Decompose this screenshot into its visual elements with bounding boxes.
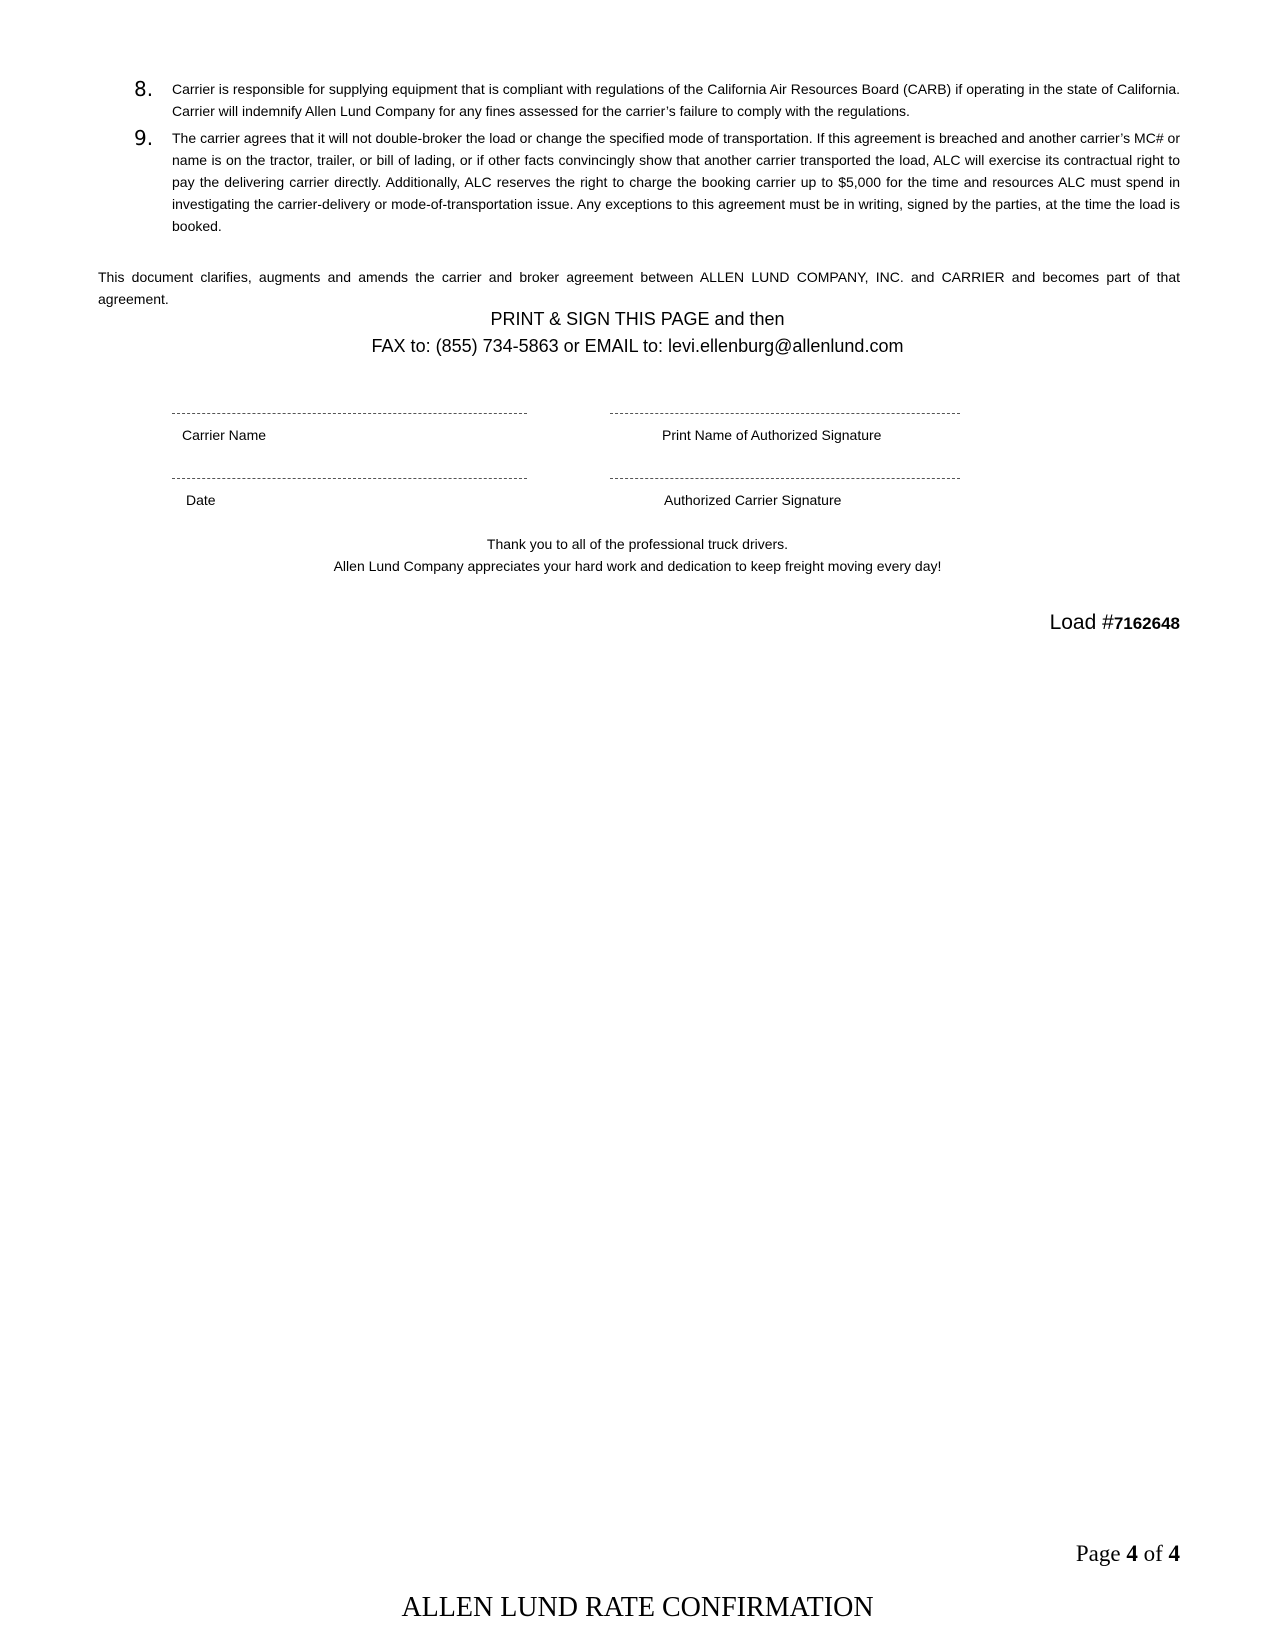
- load-label: Load #: [1049, 611, 1114, 634]
- load-number: [1050, 610, 1180, 637]
- page-number: [1076, 1540, 1180, 1568]
- intro-paragraph: This document clarifies, augments and amends the carrier and broker agreement between ALLEN LUND COMPANY, INC. and CARRIER and becomes part of that agreement.: [98, 269, 1180, 307]
- footer-title: ALLEN LUND RATE CONFIRMATION: [401, 1592, 874, 1623]
- clause-text: The carrier agrees that it will not double-broker the load or change the specified mode of transportation. If this agreement is breached and another carrier’s MC# or name is on the tractor, trailer, or bill of lading, or if other facts convincingly show that another carrier transported the load, ALC will exercise its contractual right to pay the delivering carrier directly. Additionally, ALC reserves the right to charge the booking carrier up to $5,000 for the time and resources ALC must spend in investigating the carrier-delivery or mode-of-transportation issue. Any exceptions to this agreement must be in writing, signed by the parties, at the time the load is booked.: [172, 130, 1180, 234]
- date-label: Date: [186, 492, 216, 508]
- clause-text: Carrier is responsible for supplying equipment that is compliant with regulations of the California Air Resources Board (CARB) if operating in the state of California. Carrier will indemnify Allen Lund Company for any fines assessed for the carrier’s failure to comply with the regulations.: [172, 81, 1180, 119]
- carrier-name-label: Carrier Name: [182, 427, 267, 443]
- clause-number: 9.: [134, 126, 154, 150]
- page-total: 4: [1168, 1541, 1180, 1566]
- thanks-line-1: Thank you to all of the professional truck drivers.: [486, 536, 789, 552]
- page-separator: of: [1137, 1541, 1169, 1566]
- instructions-line-2: FAX to: (855) 734-5863 or EMAIL to: levi.ellenburg@allenlund.com: [371, 336, 904, 356]
- authorized-signature-line: [610, 478, 960, 479]
- authorized-signature-label: Authorized Carrier Signature: [664, 492, 842, 508]
- clause-number: 8.: [134, 77, 154, 101]
- carrier-name-line: [172, 413, 527, 414]
- thanks-line-2: Allen Lund Company appreciates your hard work and dedication to keep freight moving every day!: [333, 558, 942, 574]
- page-current: 4: [1126, 1541, 1138, 1566]
- load-value: 7162648: [1113, 614, 1180, 633]
- print-name-label: Print Name of Authorized Signature: [662, 427, 882, 443]
- instructions-line-1: PRINT & SIGN THIS PAGE and then: [490, 309, 785, 329]
- page-prefix: Page: [1075, 1541, 1127, 1566]
- date-line: [172, 478, 527, 479]
- print-name-line: [610, 413, 960, 414]
